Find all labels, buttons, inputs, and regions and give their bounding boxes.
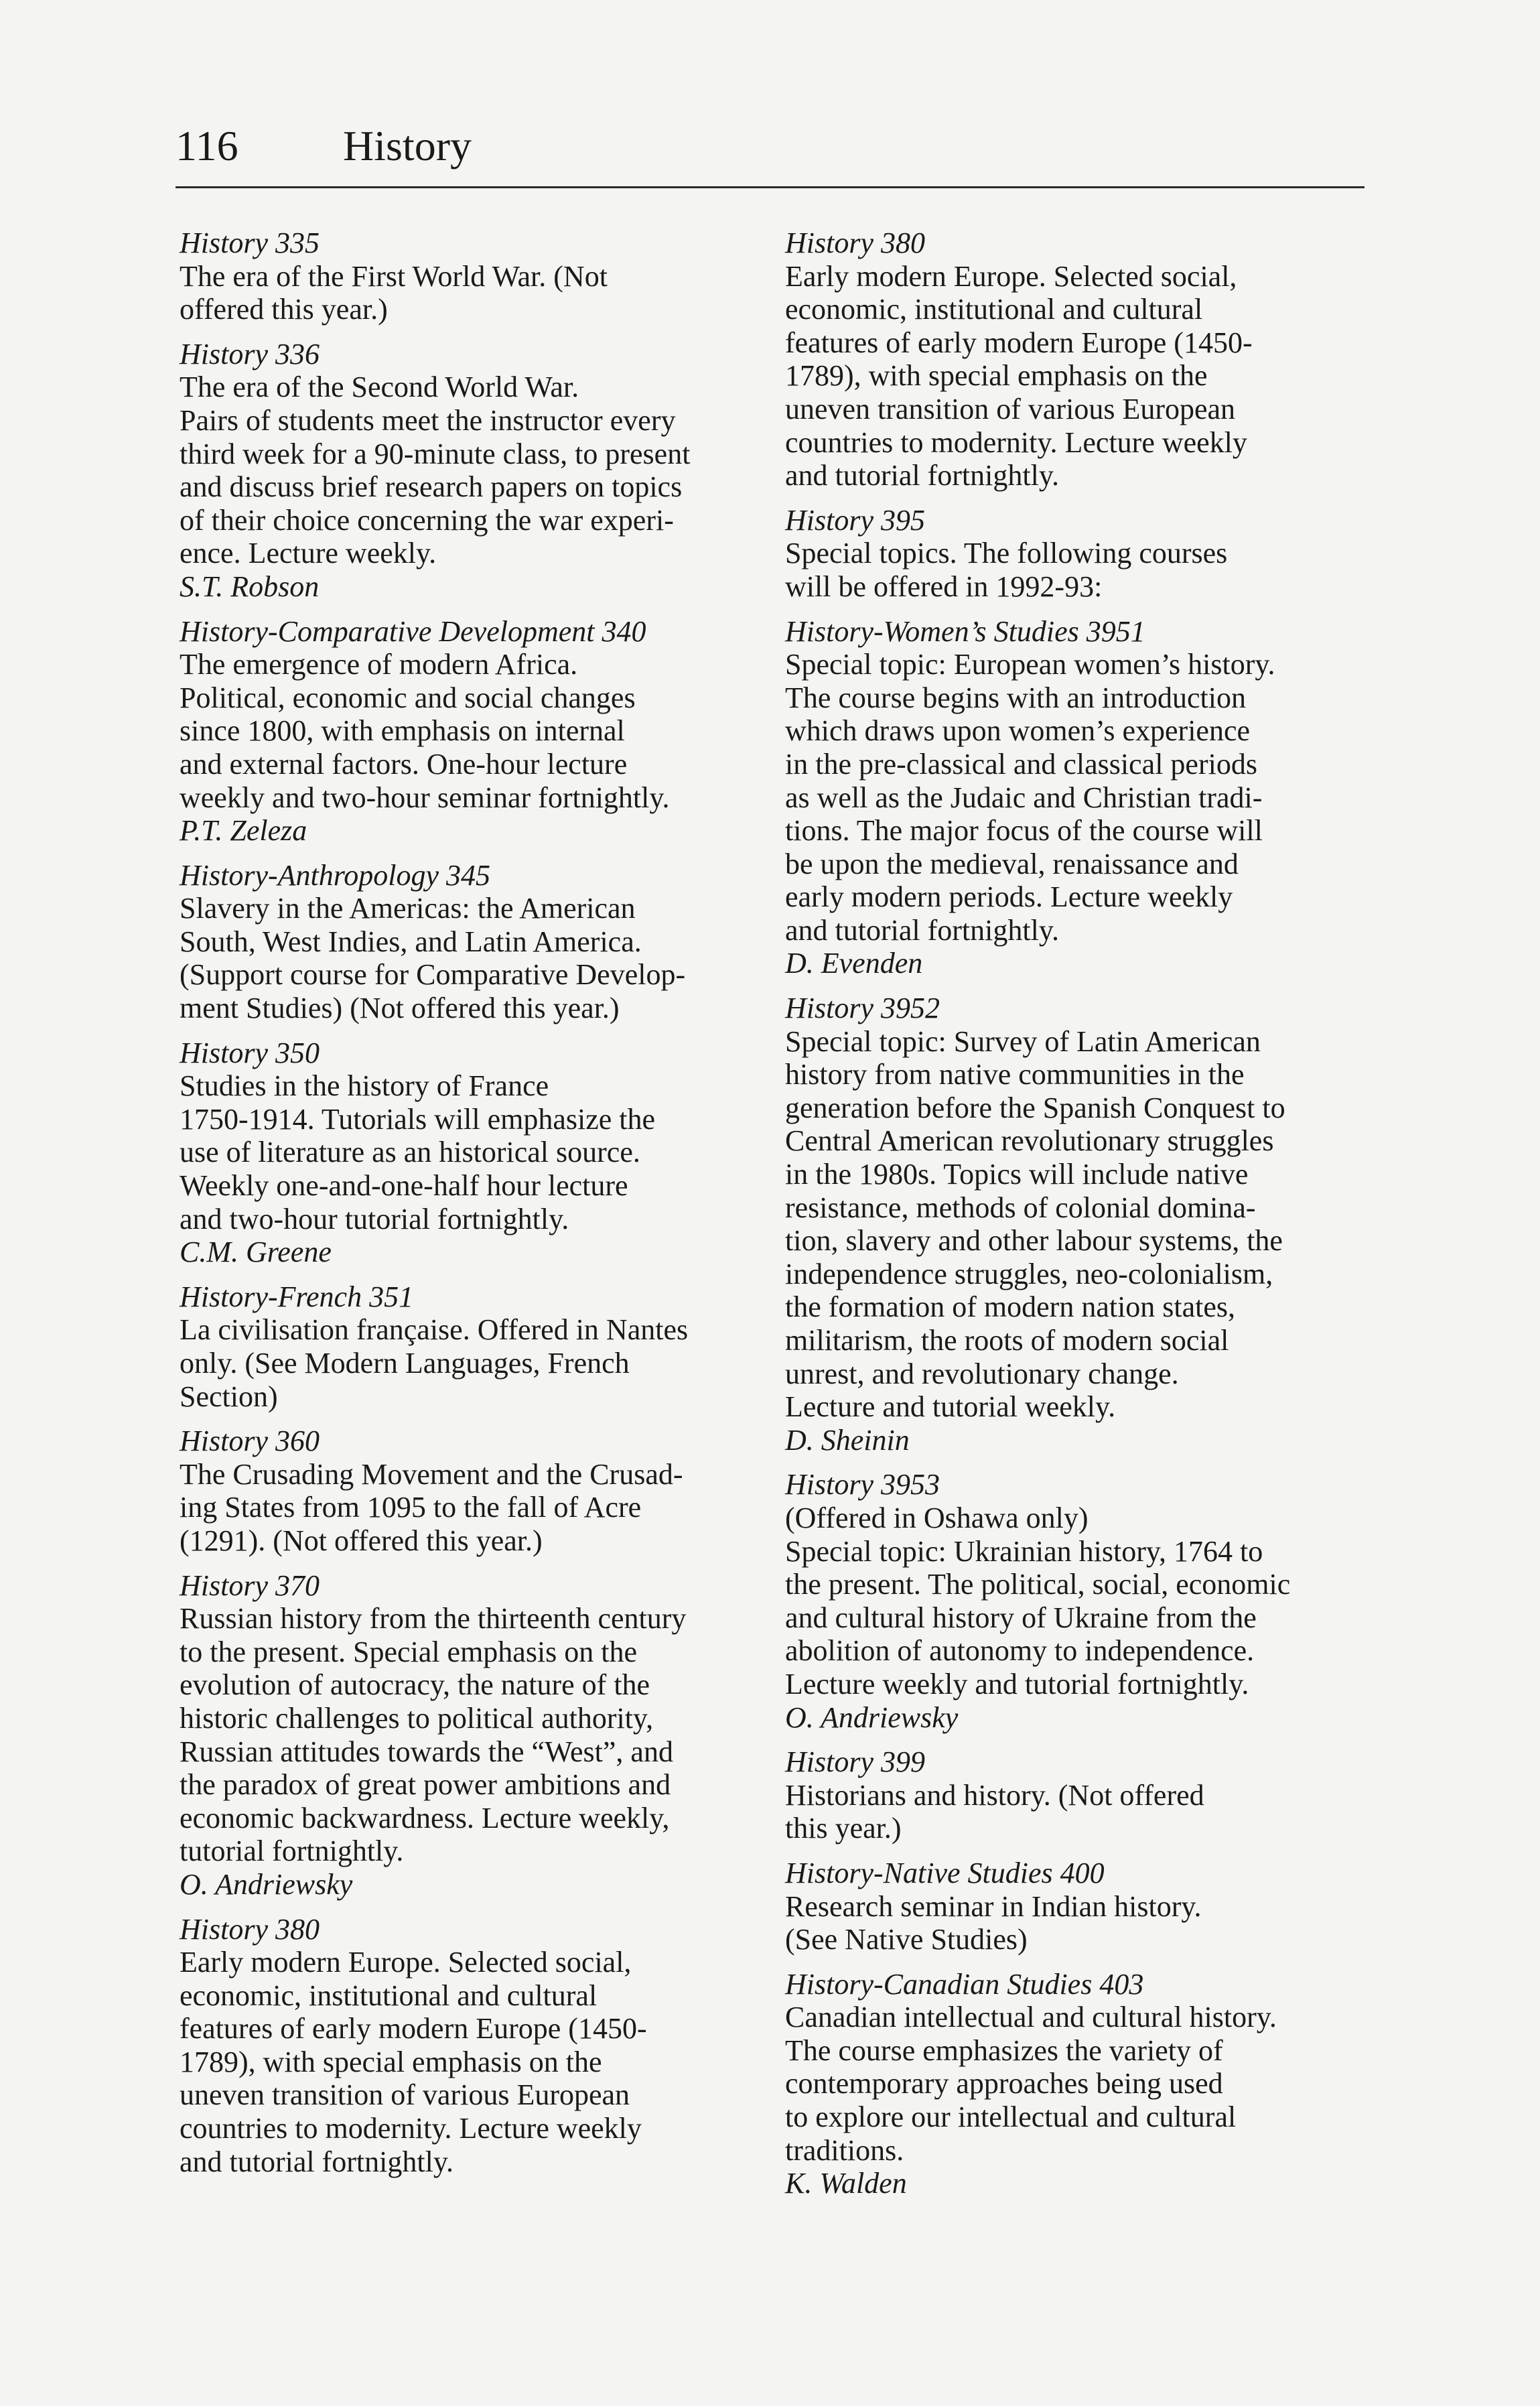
course-instructor: O. Andriewsky (785, 1700, 959, 1734)
course-entry (785, 504, 1375, 604)
course-entry (785, 615, 1375, 981)
course-entry (180, 1913, 769, 2179)
course-description-line: only. (See Modern Languages, French (180, 1347, 630, 1380)
course-description-line: evolution of autocracy, the nature of the (180, 1668, 650, 1702)
course-description-line: in the 1980s. Topics will include native (785, 1158, 1249, 1191)
course-title: History 3953 (785, 1468, 940, 1501)
course-description-line: Section) (180, 1380, 278, 1413)
course-entry (180, 1569, 769, 1901)
course-description-line: The era of the Second World War. (180, 371, 579, 404)
course-title: History 395 (785, 503, 925, 537)
course-description-line: in the pre-classical and classical periods (785, 747, 1257, 781)
course-title: History-French 351 (180, 1280, 414, 1313)
course-entry (180, 1424, 769, 1557)
course-description-line: The course emphasizes the variety of (785, 2033, 1223, 2067)
course-description-line: Special topics. The following courses (785, 537, 1228, 570)
course-description-line: tions. The major focus of the course will (785, 814, 1263, 848)
course-description-line: (Offered in Oshawa only) (785, 1501, 1089, 1534)
course-description-line: early modern periods. Lecture weekly (785, 880, 1233, 914)
course-title: History-Comparative Development 340 (180, 614, 646, 648)
course-description-line: and tutorial fortnightly. (180, 2145, 453, 2178)
course-description-line: The emergence of modern Africa. (180, 648, 578, 681)
course-description-line: Special topic: Survey of Latin American (785, 1024, 1261, 1058)
course-description-line: Research seminar in Indian history. (785, 1889, 1202, 1923)
course-description-line: Political, economic and social changes (180, 681, 636, 714)
course-title: History-Anthropology 345 (180, 858, 490, 892)
course-instructor: P.T. Zeleza (180, 814, 307, 848)
course-description-line: of their choice concerning the war experi- (180, 503, 674, 537)
course-description-line: Slavery in the Americas: the American (180, 892, 636, 925)
course-description-line: third week for a 90-minute class, to present (180, 437, 691, 470)
right-column (785, 226, 1375, 2212)
course-description-line: and cultural history of Ukraine from the (785, 1601, 1257, 1634)
course-description-line: The era of the First World War. (Not (180, 259, 608, 293)
course-instructor: O. Andriewsky (180, 1867, 353, 1901)
course-description-line: Weekly one-and-one-half hour lecture (180, 1169, 628, 1203)
course-title: History 360 (180, 1424, 320, 1458)
course-description-line: and external factors. One-hour lecture (180, 747, 628, 781)
course-title: History-Native Studies 400 (785, 1856, 1105, 1889)
course-description-line: South, West Indies, and Latin America. (180, 925, 642, 958)
course-description-line: Pairs of students meet the instructor every (180, 403, 676, 437)
course-description-line: this year.) (785, 1812, 902, 1845)
course-entry (785, 1968, 1375, 2200)
course-description-line: weekly and two-hour seminar fortnightly. (180, 781, 670, 814)
course-title: History-Canadian Studies 403 (785, 1967, 1144, 2001)
course-description-line: economic, institutional and cultural (785, 293, 1203, 326)
course-description-line: contemporary approaches being used (785, 2067, 1223, 2100)
course-description-line: uneven transition of various European (180, 2078, 630, 2112)
course-description-line: abolition of autonomy to independence. (785, 1634, 1255, 1668)
course-description-line: 1789), with special emphasis on the (785, 359, 1208, 393)
course-description-line: to the present. Special emphasis on the (180, 1635, 638, 1668)
header-rule (176, 186, 1364, 188)
course-title: History 3952 (785, 992, 940, 1025)
course-description-line: ing States from 1095 to the fall of Acre (180, 1491, 642, 1524)
course-title: History-Women’s Studies 3951 (785, 614, 1145, 648)
course-description-line: generation before the Spanish Conquest to (785, 1091, 1285, 1124)
course-title: History 350 (180, 1036, 320, 1069)
course-instructor: K. Walden (785, 2167, 907, 2200)
course-entry (785, 226, 1375, 492)
course-description-line: Early modern Europe. Selected social, (180, 1946, 632, 1979)
course-entry (785, 992, 1375, 1457)
course-description-line: The Crusading Movement and the Crusad- (180, 1457, 683, 1491)
course-title: History 335 (180, 226, 320, 259)
course-description-line: Special topic: Ukrainian history, 1764 to (785, 1534, 1263, 1568)
course-description-line: ment Studies) (Not offered this year.) (180, 992, 620, 1025)
course-description-line: Central American revolutionary struggles (785, 1124, 1274, 1158)
course-entry (785, 1468, 1375, 1734)
course-description-line: Russian history from the thirteenth century (180, 1602, 687, 1635)
course-description-line: unrest, and revolutionary change. (785, 1357, 1179, 1390)
course-description-line: history from native communities in the (785, 1058, 1245, 1091)
course-title: History 336 (180, 337, 320, 371)
section-title: History (343, 122, 472, 170)
course-instructor: D. Evenden (785, 947, 923, 980)
course-instructor: C.M. Greene (180, 1235, 332, 1269)
course-description-line: economic, institutional and cultural (180, 1979, 598, 2012)
course-description-line: Studies in the history of France (180, 1069, 549, 1103)
course-instructor: D. Sheinin (785, 1423, 910, 1457)
course-description-line: be upon the medieval, renaissance and (785, 847, 1239, 880)
course-description-line: the paradox of great power ambitions and (180, 1768, 671, 1802)
course-description-line: and tutorial fortnightly. (785, 459, 1059, 492)
course-description-line: countries to modernity. Lecture weekly (180, 2112, 642, 2145)
course-description-line: militarism, the roots of modern social (785, 1324, 1229, 1357)
course-description-line: (See Native Studies) (785, 1923, 1028, 1956)
course-description-line: Special topic: European women’s history. (785, 648, 1275, 681)
course-description-line: use of literature as an historical source. (180, 1136, 640, 1169)
course-description-line: since 1800, with emphasis on internal (180, 714, 625, 748)
course-description-line: tion, slavery and other labour systems, the (785, 1224, 1283, 1258)
course-description-line: Canadian intellectual and cultural history. (785, 2001, 1277, 2034)
course-description-line: and tutorial fortnightly. (785, 913, 1059, 947)
course-description-line: Historians and history. (Not offered (785, 1778, 1204, 1812)
course-description-line: to explore our intellectual and cultural (785, 2100, 1237, 2134)
course-description-line: uneven transition of various European (785, 392, 1236, 425)
course-description-line: features of early modern Europe (1450- (785, 326, 1253, 359)
course-title: History 370 (180, 1568, 320, 1602)
course-description-line: independence struggles, neo-colonialism, (785, 1257, 1273, 1290)
course-description-line: historic challenges to political authority, (180, 1701, 654, 1735)
course-description-line: will be offered in 1992-93: (785, 570, 1103, 603)
course-description-line: tutorial fortnightly. (180, 1834, 404, 1868)
course-entry (785, 1745, 1375, 1845)
course-description-line: traditions. (785, 2133, 904, 2167)
course-description-line: resistance, methods of colonial domina- (785, 1191, 1256, 1224)
course-description-line: as well as the Judaic and Christian tradi- (785, 781, 1263, 814)
course-description-line: Early modern Europe. Selected social, (785, 259, 1237, 293)
course-title: History 380 (785, 226, 925, 259)
course-entry (180, 338, 769, 604)
course-description-line: Lecture weekly and tutorial fortnightly. (785, 1667, 1249, 1700)
course-description-line: ence. Lecture weekly. (180, 537, 437, 570)
course-entry (180, 1280, 769, 1413)
course-description-line: which draws upon women’s experience (785, 714, 1251, 748)
course-description-line: Lecture and tutorial weekly. (785, 1390, 1116, 1424)
course-description-line: (1291). (Not offered this year.) (180, 1524, 543, 1557)
course-description-line: 1789), with special emphasis on the (180, 2045, 602, 2078)
course-entry (180, 615, 769, 848)
course-description-line: (Support course for Comparative Develop- (180, 958, 686, 992)
course-entry (180, 859, 769, 1025)
course-entry (785, 1857, 1375, 1956)
course-description-line: and two-hour tutorial fortnightly. (180, 1202, 569, 1235)
page-header (176, 107, 1364, 193)
course-description-line: the present. The political, social, economic (785, 1568, 1291, 1601)
course-description-line: La civilisation française. Offered in Nantes (180, 1313, 689, 1347)
course-entry (180, 1037, 769, 1269)
course-entry (180, 226, 769, 326)
course-title: History 380 (180, 1912, 320, 1946)
course-description-line: Russian attitudes towards the “West”, and (180, 1735, 673, 1768)
course-title: History 399 (785, 1745, 925, 1779)
course-description-line: offered this year.) (180, 293, 388, 326)
course-description-line: The course begins with an introduction (785, 681, 1246, 714)
course-description-line: the formation of modern nation states, (785, 1290, 1236, 1324)
left-column (180, 226, 769, 2190)
page-number: 116 (176, 122, 238, 170)
course-description-line: 1750-1914. Tutorials will emphasize the (180, 1102, 656, 1136)
course-description-line: and discuss brief research papers on topics (180, 470, 683, 504)
course-description-line: features of early modern Europe (1450- (180, 2012, 647, 2046)
course-instructor: S.T. Robson (180, 570, 320, 603)
course-description-line: countries to modernity. Lecture weekly (785, 425, 1247, 459)
course-description-line: economic backwardness. Lecture weekly, (180, 1801, 670, 1834)
